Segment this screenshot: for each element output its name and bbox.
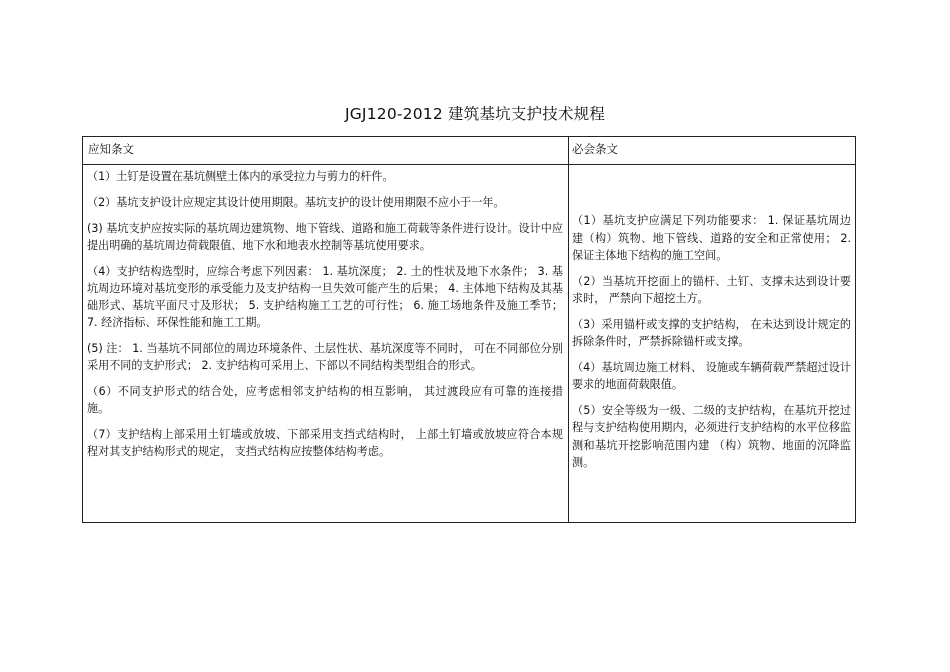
knowledge-clause-3: (3) 基坑支护应按实际的基坑周边建筑物、地下管线、道路和施工荷载等条件进行设计。设计中应提出明确的基坑周边荷载限值、地下水和地表水控制等基坑使用要求。 bbox=[87, 222, 563, 252]
mastery-clause-2: （2）当基坑开挖面上的锚杆、土钉、支撑未达到设计要求时， 严禁向下超挖土方。 bbox=[572, 274, 851, 305]
knowledge-clause-5: (5) 注： 1. 当基坑不同部位的周边环境条件、土层性状、基坑深度等不同时， 可在不同部位分别采用不同的支护形式； 2. 支护结构可采用上、下部以不同结构类型组合的形式。 bbox=[87, 342, 563, 372]
mastery-clause-3: （3）采用锚杆或支撑的支护结构， 在未达到设计规定的拆除条件时，严禁拆除锚杆或支撑。 bbox=[572, 317, 851, 348]
knowledge-clause-2: （2）基坑支护设计应规定其设计使用期限。基坑支护的设计使用期限不应小于一年。 bbox=[87, 196, 505, 209]
mastery-clause-4: （4）基坑周边施工材料、 设施或车辆荷载严禁超过设计要求的地面荷载限值。 bbox=[572, 360, 851, 391]
knowledge-clause-4: （4）支护结构选型时，应综合考虑下列因素： 1. 基坑深度； 2. 土的性状及地下水条件； 3. 基坑周边环境对基坑变形的承受能力及支护结构一旦失效可能产生的后果； 4. 主体地下结构及其基础形式、基坑平面尺寸及形状； 5. 支护结构施工工艺的可行性； 6. 施工场地条件及施工季节； 7. 经济指标、环保性能和施工工期。 bbox=[87, 265, 563, 329]
column-divider bbox=[568, 137, 569, 522]
header-must-master: 必会条文 bbox=[572, 142, 618, 156]
document-title: JGJ120-2012 建筑基坑支护技术规程 bbox=[344, 105, 606, 123]
knowledge-clauses-cell bbox=[87, 168, 563, 460]
code-table bbox=[82, 136, 856, 523]
mastery-clauses-cell bbox=[572, 212, 851, 472]
mastery-clause-5: （5）安全等级为一级、二级的支护结构，在基坑开挖过程与支护结构使用期内，必须进行支护结构的水平位移监测和基坑开挖影响范围内建 （构）筑物、地面的沉降监测。 bbox=[572, 403, 851, 469]
mastery-clause-1: （1）基坑支护应满足下列功能要求： 1. 保证基坑周边建（构）筑物、地下管线、道路的安全和正常使用； 2. 保证主体地下结构的施工空间。 bbox=[572, 214, 851, 262]
knowledge-clause-7: （7）支护结构上部采用土钉墙或放坡、下部采用支挡式结构时， 上部土钉墙或放坡应符合本规程对其支护结构形式的规定， 支挡式结构应按整体结构考虑。 bbox=[87, 428, 563, 458]
knowledge-clause-1: （1）土钉是设置在基坑侧壁土体内的承受拉力与剪力的杆件。 bbox=[87, 170, 394, 183]
knowledge-clause-6: （6）不同支护形式的结合处，应考虑相邻支护结构的相互影响， 其过渡段应有可靠的连接措施。 bbox=[87, 385, 563, 415]
header-required-knowledge: 应知条文 bbox=[88, 142, 134, 156]
header-divider bbox=[83, 164, 855, 165]
